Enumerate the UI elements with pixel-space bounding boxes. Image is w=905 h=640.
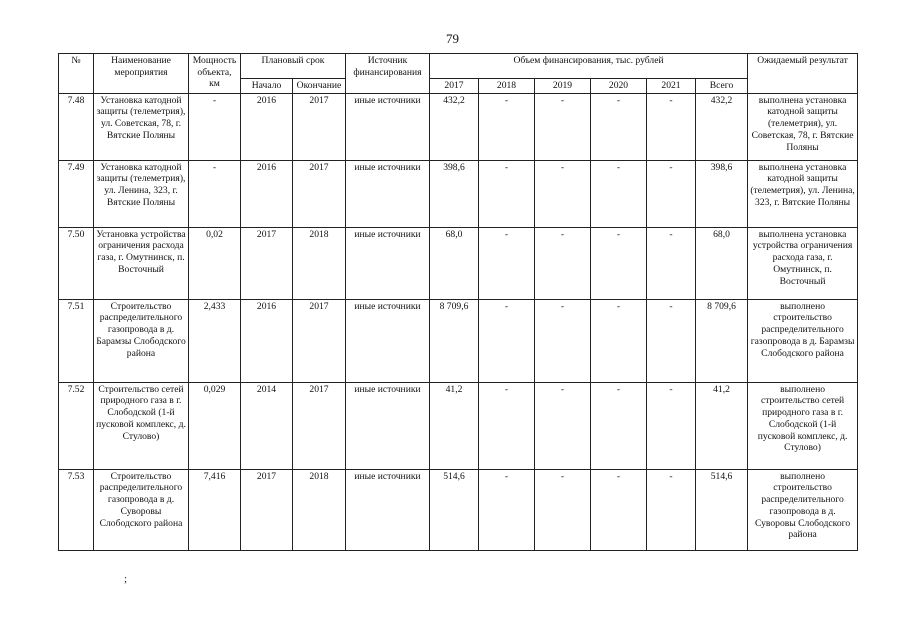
table-row (59, 227, 858, 299)
cell-result: выполнена установка катодной защиты (телеметрия), ул. Советская, 78, г. Вятские Поляны (748, 93, 858, 160)
cell-2019: - (535, 227, 591, 299)
cell-total: 41,2 (696, 382, 748, 469)
cell-2017: 8 709,6 (430, 299, 479, 382)
page-number: 79 (446, 31, 459, 46)
header-year-2019: 2019 (535, 79, 591, 94)
funding-table (58, 53, 858, 551)
cell-total: 8 709,6 (696, 299, 748, 382)
cell-result: выполнено строительство сетей природного газа в г. Слободской (1-й пусковой комплекс, д. Стулово) (748, 382, 858, 469)
header-funding: Объем финансирования, тыс. рублей (430, 54, 748, 79)
cell-start: 2017 (241, 227, 293, 299)
cell-name: Установка катодной защиты (телеметрия), ул. Советская, 78, г. Вятские Поляны (94, 93, 189, 160)
cell-2021: - (647, 469, 696, 550)
cell-2017: 398,6 (430, 160, 479, 227)
cell-2021: - (647, 227, 696, 299)
cell-result: выполнено строительство распределительного газопровода в д. Суворовы Слободского района (748, 469, 858, 550)
cell-source: иные источники (346, 93, 430, 160)
header-num: № (59, 54, 94, 94)
cell-start: 2016 (241, 299, 293, 382)
cell-end: 2018 (293, 227, 346, 299)
cell-result: выполнена установка устройства ограничения расхода газа, г. Омутнинск, п. Восточный (748, 227, 858, 299)
cell-2019: - (535, 469, 591, 550)
table-row (59, 93, 858, 160)
cell-source: иные источники (346, 227, 430, 299)
cell-capacity: 0,029 (189, 382, 241, 469)
cell-capacity: - (189, 160, 241, 227)
cell-total: 432,2 (696, 93, 748, 160)
cell-2017: 432,2 (430, 93, 479, 160)
table-row (59, 469, 858, 550)
cell-2019: - (535, 299, 591, 382)
cell-2017: 514,6 (430, 469, 479, 550)
cell-total: 514,6 (696, 469, 748, 550)
cell-2019: - (535, 160, 591, 227)
header-planned-term: Плановый срок (241, 54, 346, 79)
cell-2020: - (591, 160, 647, 227)
header-name: Наименование мероприятия (94, 54, 189, 94)
header-capacity: Мощность объекта, км (189, 54, 241, 94)
cell-result: выполнено строительство распределительного газопровода в д. Барамзы Слободского района (748, 299, 858, 382)
table-row (59, 160, 858, 227)
cell-capacity: 0,02 (189, 227, 241, 299)
header-year-2020: 2020 (591, 79, 647, 94)
header-year-2018: 2018 (479, 79, 535, 94)
cell-num: 7.53 (59, 469, 94, 550)
cell-num: 7.49 (59, 160, 94, 227)
cell-capacity: 2,433 (189, 299, 241, 382)
cell-source: иные источники (346, 160, 430, 227)
cell-start: 2014 (241, 382, 293, 469)
cell-end: 2017 (293, 93, 346, 160)
cell-num: 7.50 (59, 227, 94, 299)
table-row (59, 382, 858, 469)
cell-start: 2017 (241, 469, 293, 550)
cell-total: 398,6 (696, 160, 748, 227)
cell-2018: - (479, 382, 535, 469)
cell-name: Установка катодной защиты (телеметрия), ул. Ленина, 323, г. Вятские Поляны (94, 160, 189, 227)
cell-start: 2016 (241, 160, 293, 227)
header-year-2017: 2017 (430, 79, 479, 94)
table-row (59, 299, 858, 382)
cell-start: 2016 (241, 93, 293, 160)
header-result: Ожидаемый результат (748, 54, 858, 94)
header-year-2021: 2021 (647, 79, 696, 94)
cell-num: 7.52 (59, 382, 94, 469)
cell-end: 2018 (293, 469, 346, 550)
cell-2021: - (647, 299, 696, 382)
cell-name: Установка устройства ограничения расхода газа, г. Омутнинск, п. Восточный (94, 227, 189, 299)
cell-num: 7.48 (59, 93, 94, 160)
cell-num: 7.51 (59, 299, 94, 382)
cell-source: иные источники (346, 382, 430, 469)
cell-2020: - (591, 93, 647, 160)
cell-source: иные источники (346, 469, 430, 550)
cell-capacity: 7,416 (189, 469, 241, 550)
header-total: Всего (696, 79, 748, 94)
cell-2019: - (535, 382, 591, 469)
stray-mark: ; (124, 573, 128, 585)
cell-2021: - (647, 160, 696, 227)
cell-2017: 68,0 (430, 227, 479, 299)
cell-end: 2017 (293, 299, 346, 382)
cell-end: 2017 (293, 160, 346, 227)
cell-2021: - (647, 93, 696, 160)
cell-name: Строительство сетей природного газа в г. Слободской (1-й пусковой комплекс, д. Стулово) (94, 382, 189, 469)
cell-2018: - (479, 299, 535, 382)
cell-2020: - (591, 227, 647, 299)
cell-2020: - (591, 469, 647, 550)
cell-total: 68,0 (696, 227, 748, 299)
header-row (59, 54, 858, 79)
header-start: Начало (241, 79, 293, 94)
cell-2018: - (479, 93, 535, 160)
header-source: Источник финансирования (346, 54, 430, 94)
header-end: Окончание (293, 79, 346, 94)
cell-2017: 41,2 (430, 382, 479, 469)
cell-2018: - (479, 469, 535, 550)
cell-2020: - (591, 299, 647, 382)
cell-capacity: - (189, 93, 241, 160)
cell-source: иные источники (346, 299, 430, 382)
cell-2019: - (535, 93, 591, 160)
cell-2018: - (479, 227, 535, 299)
cell-2021: - (647, 382, 696, 469)
cell-2018: - (479, 160, 535, 227)
cell-result: выполнена установка катодной защиты (телеметрия), ул. Ленина, 323, г. Вятские Поляны (748, 160, 858, 227)
cell-2020: - (591, 382, 647, 469)
cell-name: Строительство распределительного газопровода в д. Суворовы Слободского района (94, 469, 189, 550)
cell-end: 2017 (293, 382, 346, 469)
cell-name: Строительство распределительного газопровода в д. Барамзы Слободского района (94, 299, 189, 382)
